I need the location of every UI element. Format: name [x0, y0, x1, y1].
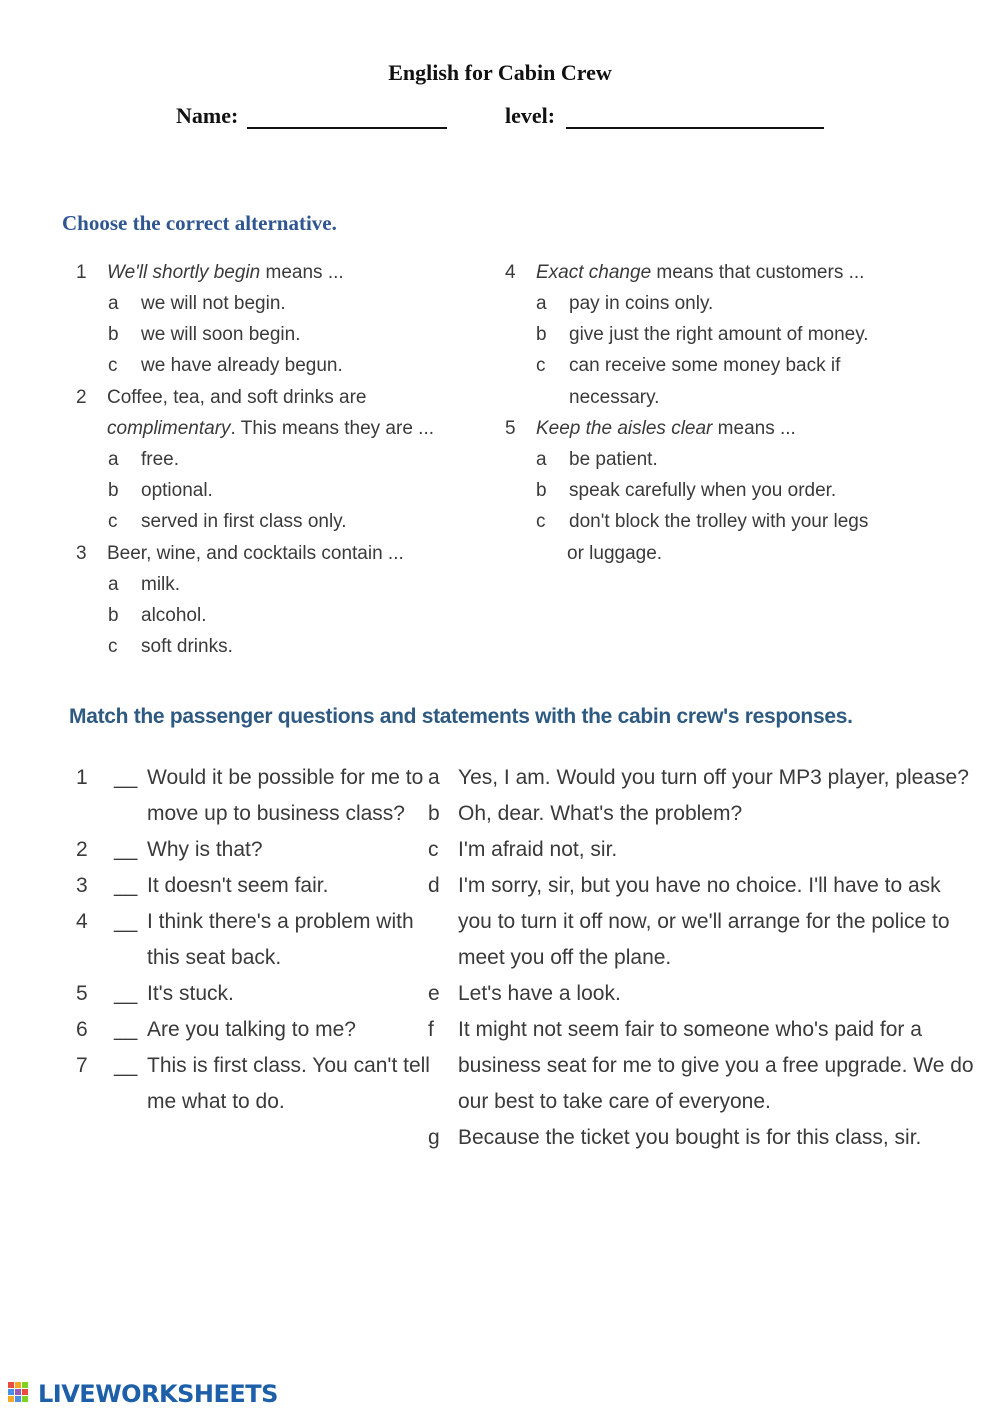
worksheet-title: English for Cabin Crew	[388, 60, 612, 85]
name-label: Name:	[176, 103, 239, 128]
answer-blank-6[interactable]: __	[114, 1018, 138, 1041]
section2-heading: Match the passenger questions and statements with the cabin crew's responses.	[69, 705, 853, 728]
q5-option-c-cont: or luggage.	[567, 543, 663, 564]
name-input-line[interactable]	[247, 127, 447, 129]
liveworksheets-logo	[8, 1380, 278, 1408]
level-input-line[interactable]	[566, 127, 824, 129]
level-label: level:	[505, 103, 556, 128]
section1-heading: Choose the correct alternative.	[62, 211, 337, 235]
answer-blank-4[interactable]: __	[114, 910, 138, 933]
answer-blank-3[interactable]: __	[114, 874, 138, 897]
answer-blank-7[interactable]: __	[114, 1054, 138, 1077]
liveworksheets-logo-text: LIVEWORKSHEETS	[38, 1380, 278, 1408]
answer-blank-1[interactable]: __	[114, 766, 138, 789]
question-2-line2: complimentary. This means they are ...	[107, 418, 435, 439]
answer-blank-2[interactable]: __	[114, 838, 138, 861]
answer-blank-5[interactable]: __	[114, 982, 138, 1005]
liveworksheets-logo-icon	[8, 1382, 34, 1406]
q4-option-c-cont: necessary.	[569, 387, 660, 408]
